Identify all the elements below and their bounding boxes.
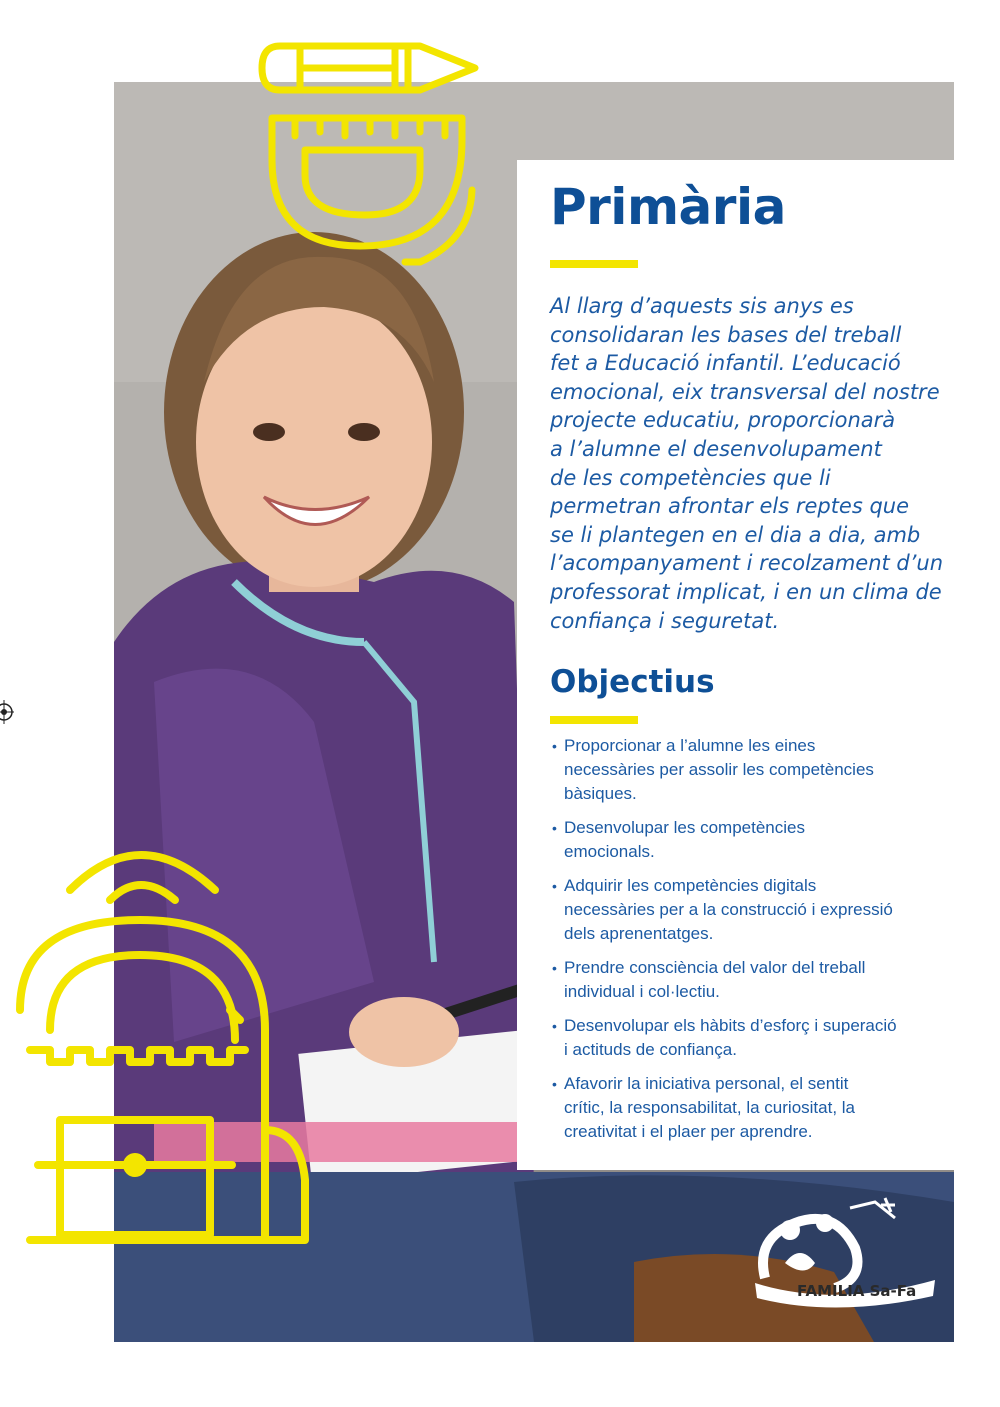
objective-line: crític, la responsabilitat, la curiositat, la	[564, 1098, 856, 1117]
objective-item	[552, 956, 952, 1004]
title-underline	[550, 260, 638, 268]
logo-icon	[745, 1188, 945, 1308]
objectives-heading: Objectius	[550, 664, 715, 700]
logo-text: FAMILIA Sa-Fa	[797, 1282, 917, 1300]
objective-line: emocionals.	[564, 842, 655, 861]
objectives-underline	[550, 716, 638, 724]
objective-line: • Proporcionar a l’alumne les eines	[564, 736, 816, 755]
objective-item	[552, 816, 952, 864]
intro-line: l’acompanyament i recolzament d’un	[550, 551, 944, 576]
intro-line: de les competències que li	[550, 465, 831, 490]
objective-line: • Desenvolupar els hàbits d’esforç i superació	[564, 1016, 897, 1035]
objective-line: necessàries per a la construcció i expressió	[564, 900, 893, 919]
objective-line: i actituds de confiança.	[564, 1040, 737, 1059]
intro-line: confiança i seguretat.	[550, 608, 780, 633]
intro-line: fet a Educació infantil. L’educació	[550, 351, 901, 376]
objective-line: • Adquirir les competències digitals	[564, 876, 817, 895]
objective-line: • Afavorir la iniciativa personal, el sentit	[564, 1074, 849, 1093]
intro-paragraph	[550, 292, 950, 635]
intro-line: emocional, eix transversal del nostre	[550, 379, 940, 404]
objective-line: individual i col·lectiu.	[564, 982, 720, 1001]
registration-mark-icon	[0, 700, 14, 724]
objective-line: bàsiques.	[564, 784, 637, 803]
familia-safa-logo	[745, 1188, 945, 1312]
objective-item	[552, 874, 952, 946]
objective-line: creativitat i el plaer per aprendre.	[564, 1122, 813, 1141]
objective-item	[552, 1072, 952, 1144]
objective-line: necessàries per assolir les competències	[564, 760, 874, 779]
intro-line: projecte educatiu, proporcionarà	[550, 408, 896, 433]
intro-line: permetran afrontar els reptes que	[550, 494, 910, 519]
intro-line: Al llarg d’aquests sis anys es	[550, 294, 854, 318]
intro-line: professorat implicat, i en un clima de	[550, 579, 942, 604]
intro-line: se li plantegen en el dia a dia, amb	[550, 522, 921, 547]
objectives-list	[552, 734, 952, 1154]
objective-line: dels aprenentatges.	[564, 924, 714, 943]
intro-line: a l’alumne el desenvolupament	[550, 436, 882, 461]
page-title: Primària	[550, 178, 786, 236]
objective-line: • Prendre consciència del valor del treball	[564, 958, 866, 977]
objective-item	[552, 1014, 952, 1062]
objective-line: • Desenvolupar les competències	[564, 818, 805, 837]
intro-line: consolidaran les bases del treball	[550, 322, 902, 347]
objective-item	[552, 734, 952, 806]
